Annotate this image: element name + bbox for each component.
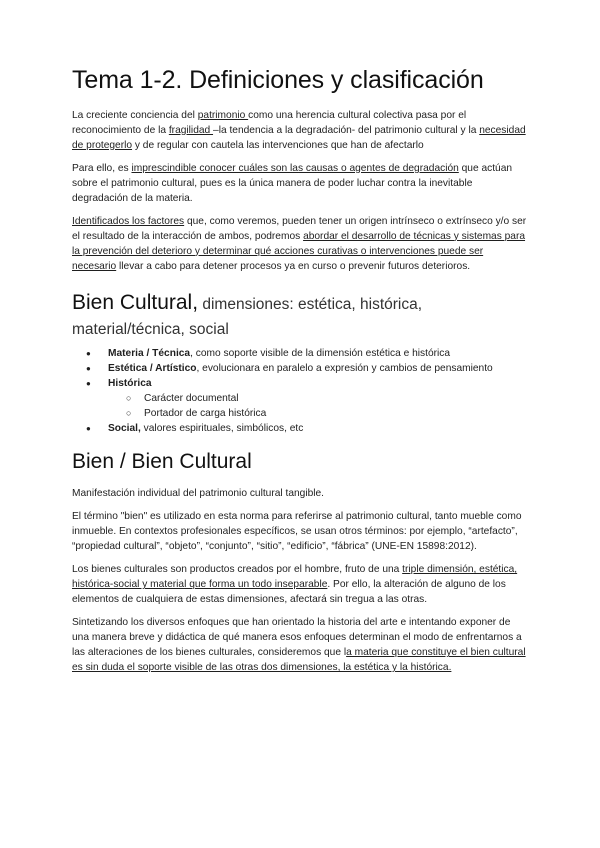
intro-paragraph-2 <box>72 161 528 206</box>
document-page <box>72 66 528 683</box>
list-item <box>72 421 528 436</box>
list-item-bold: Histórica <box>108 378 152 390</box>
underlined-text: triple dimensión, estética, histórica-social y material que forma un todo inseparable <box>72 564 518 591</box>
section-heading-bien: Bien / Bien Cultural <box>72 450 252 474</box>
list-item-bold: Estética / Artístico <box>108 363 197 375</box>
text: que actúan sobre el patrimonio cultural, pues es la única manera de poder luchar contra la inevitable degradación de la materia. <box>72 162 513 204</box>
list-item-bold: Social, <box>108 423 141 435</box>
underlined-text: a materia que constituye el bien cultural es sin duda el soporte visible de las otras dos dimensiones, la estética y la histórica. <box>72 647 526 674</box>
bien-paragraph-4 <box>72 615 528 675</box>
intro-paragraph-1 <box>72 108 528 153</box>
bien-paragraph-1: Manifestación individual del patrimonio cultural tangible. <box>72 488 325 500</box>
text: Sintetizando los diversos enfoques que han orientado la historia del arte e intentando exponer de una manera breve y didáctica de qué manera esos enfoques determinan el modo de enfrentarnos a las alteraciones de los bienes culturales, consideremos que l <box>72 617 522 659</box>
page-title: Tema 1-2. Definiciones y clasificación <box>72 66 484 94</box>
text: –la tendencia a la degradación- del patrimonio cultural y la <box>213 124 480 136</box>
underlined-text: patrimonio <box>197 109 249 121</box>
underlined-text: fragilidad <box>168 124 214 136</box>
underlined-text: Identificados los factores <box>72 215 185 227</box>
list-item <box>72 361 528 376</box>
text: . Por ello, la alteración de alguno de los elementos de cualquiera de estas dimensiones, afectará sin tregua a las otras. <box>72 579 506 606</box>
sublist-item: ○ Portador de carga histórica <box>108 406 528 421</box>
text: llevar a cabo para detener procesos ya en curso o prevenir futuros deterioros. <box>116 260 471 272</box>
heading-subtitle: dimensiones: estética, histórica, material/técnica, social <box>72 295 423 338</box>
text: Para ello, es <box>72 162 132 174</box>
list-item-text: valores espirituales, simbólicos, etc <box>140 423 304 435</box>
underlined-text: necesidad de protegerlo <box>72 124 526 151</box>
historica-sublist <box>108 391 528 421</box>
text: como una herencia cultural colectiva pasa por el reconocimiento de la <box>72 109 467 136</box>
dimensions-list <box>72 346 528 436</box>
heading-text: Bien Cultural, <box>72 290 199 314</box>
text: y de regular con cautela las intervenciones que han de afectarlo <box>132 139 424 151</box>
text: que, como veremos, pueden tener un origen intrínseco o extrínseco y/o ser el resultado de la interacción de ambos, podremos <box>72 215 527 242</box>
section-heading-bien-cultural <box>72 290 528 340</box>
list-item <box>72 346 528 361</box>
list-item-bold: Materia / Técnica <box>108 348 191 360</box>
bien-paragraph-2: El término "bien" es utilizado en esta norma para referirse al patrimonio cultural, tanto mueble como inmueble. En contextos profesionales específicos, se usan otros términos: por ejemplo, “artefacto”, “propiedad cultural”, “objeto”, “conjunto”, “sitio”, “edificio”, “fábrica” (UNE-EN 15898:2012). <box>72 511 522 553</box>
text: Los bienes culturales son productos creados por el hombre, fruto de una <box>72 564 403 576</box>
underlined-text: imprescindible conocer cuáles son las causas o agentes de degradación <box>131 162 459 174</box>
text: La creciente conciencia del <box>72 109 198 121</box>
sublist-item: ○ Carácter documental <box>108 391 528 406</box>
intro-paragraph-3 <box>72 214 528 274</box>
list-item-text: , como soporte visible de la dimensión estética e histórica <box>190 348 451 360</box>
list-item <box>72 376 528 421</box>
underlined-text: abordar el desarrollo de técnicas y sistemas para la prevención del deterioro y determinar qué acciones curativas o intervenciones puede ser necesario <box>72 230 526 272</box>
bien-paragraph-3 <box>72 562 528 607</box>
list-item-text: , evolucionara en paralelo a expresión y cambios de pensamiento <box>196 363 493 375</box>
